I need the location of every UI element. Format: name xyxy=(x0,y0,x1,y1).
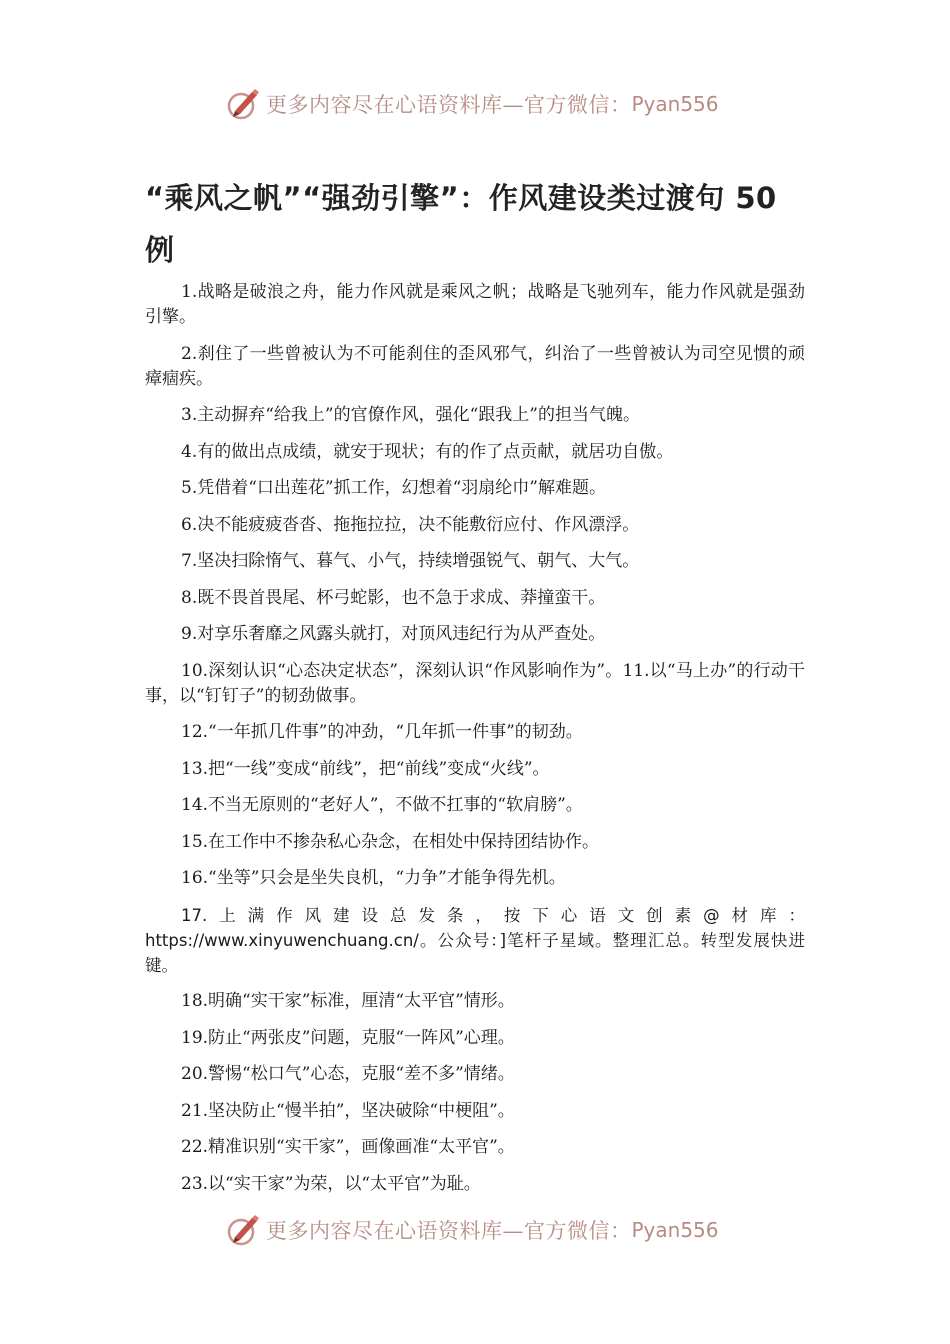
list-item: 15.在工作中不掺杂私心杂念，在相处中保持团结协作。 xyxy=(181,831,600,852)
list-item: 12.“一年抓几件事”的冲劲，“几年抓一件事”的韧劲。 xyxy=(181,722,583,742)
list-item: 5.凭借着“口出莲花”抓工作，幻想着“羽扇纶巾”解难题。 xyxy=(181,478,606,498)
list-item: 22.精准识别“实干家”，画像画准“太平官”。 xyxy=(181,1137,515,1157)
pen-logo-icon xyxy=(226,1212,262,1248)
header-banner xyxy=(226,84,746,124)
list-item: 8.既不畏首畏尾、杯弓蛇影，也不急于求成、莽撞蛮干。 xyxy=(181,587,606,608)
footer-wechat-id: Pyan556 xyxy=(631,1218,719,1242)
document-body xyxy=(145,280,805,1208)
list-item: 18.明确“实干家”标准，厘清“太平官”情形。 xyxy=(181,991,515,1011)
list-item: 23.以“实干家”为荣，以“太平官”为耻。 xyxy=(181,1173,481,1194)
header-wechat-id: Pyan556 xyxy=(631,92,719,116)
footer-banner xyxy=(226,1210,746,1250)
list-item: 19.防止“两张皮”问题，克服“一阵风”心理。 xyxy=(181,1027,515,1048)
list-item: 14.不当无原则的“老好人”，不做不扛事的“软肩膀”。 xyxy=(181,795,583,815)
list-item: 9.对享乐奢靡之风露头就打，对顶风违纪行为从严查处。 xyxy=(181,624,606,644)
list-item: 16.“坐等”只会是坐失良机，“力争”才能争得先机。 xyxy=(181,868,566,888)
list-item: 13.把“一线”变成“前线”，把“前线”变成“火线”。 xyxy=(181,758,550,779)
list-item: 10.深刻认识“心态决定状态”，深刻认识“作风影响作为”。11.以“马上办”的行动干事，以“钉钉子”的韧劲做事。 xyxy=(145,660,805,706)
list-item: 3.主动摒弃“给我上”的官僚作风，强化“跟我上”的担当气魄。 xyxy=(181,405,640,425)
list-item: 7.坚决扫除惰气、暮气、小气，持续增强锐气、朝气、大气。 xyxy=(181,551,640,571)
list-item: 6.决不能疲疲沓沓、拖拖拉拉，决不能敷衍应付、作风漂浮。 xyxy=(181,514,640,535)
header-banner-text: 更多内容尽在心语资料库—官方微信： xyxy=(266,93,632,117)
list-item-with-link: 17.上满作风建设总发条，按下心语文创素@材库：https://www.xinyuwenchuang.cn/。公众号：]笔杆子星域。整理汇总。转型发展快进键。 xyxy=(145,905,805,975)
list-item: 21.坚决防止“慢半拍”，坚决破除“中梗阻”。 xyxy=(181,1100,515,1121)
list-item: 4.有的做出点成绩，就安于现状；有的作了点贡献，就居功自傲。 xyxy=(181,441,674,462)
document-title: “乘风之帆”“强劲引擎”：作风建设类过渡句 50 例 xyxy=(145,181,777,267)
footer-banner-text: 更多内容尽在心语资料库—官方微信： xyxy=(266,1219,632,1243)
list-item: 2.刹住了一些曾被认为不可能刹住的歪风邪气，纠治了一些曾被认为司空见惯的顽瘴痼疾。 xyxy=(145,343,805,389)
list-item: 20.警惕“松口气”心态，克服“差不多”情绪。 xyxy=(181,1064,515,1084)
pen-logo-icon xyxy=(226,86,262,122)
list-item: 1.战略是破浪之舟，能力作风就是乘风之帆；战略是飞驰列车，能力作风就是强劲引擎。 xyxy=(145,282,805,327)
